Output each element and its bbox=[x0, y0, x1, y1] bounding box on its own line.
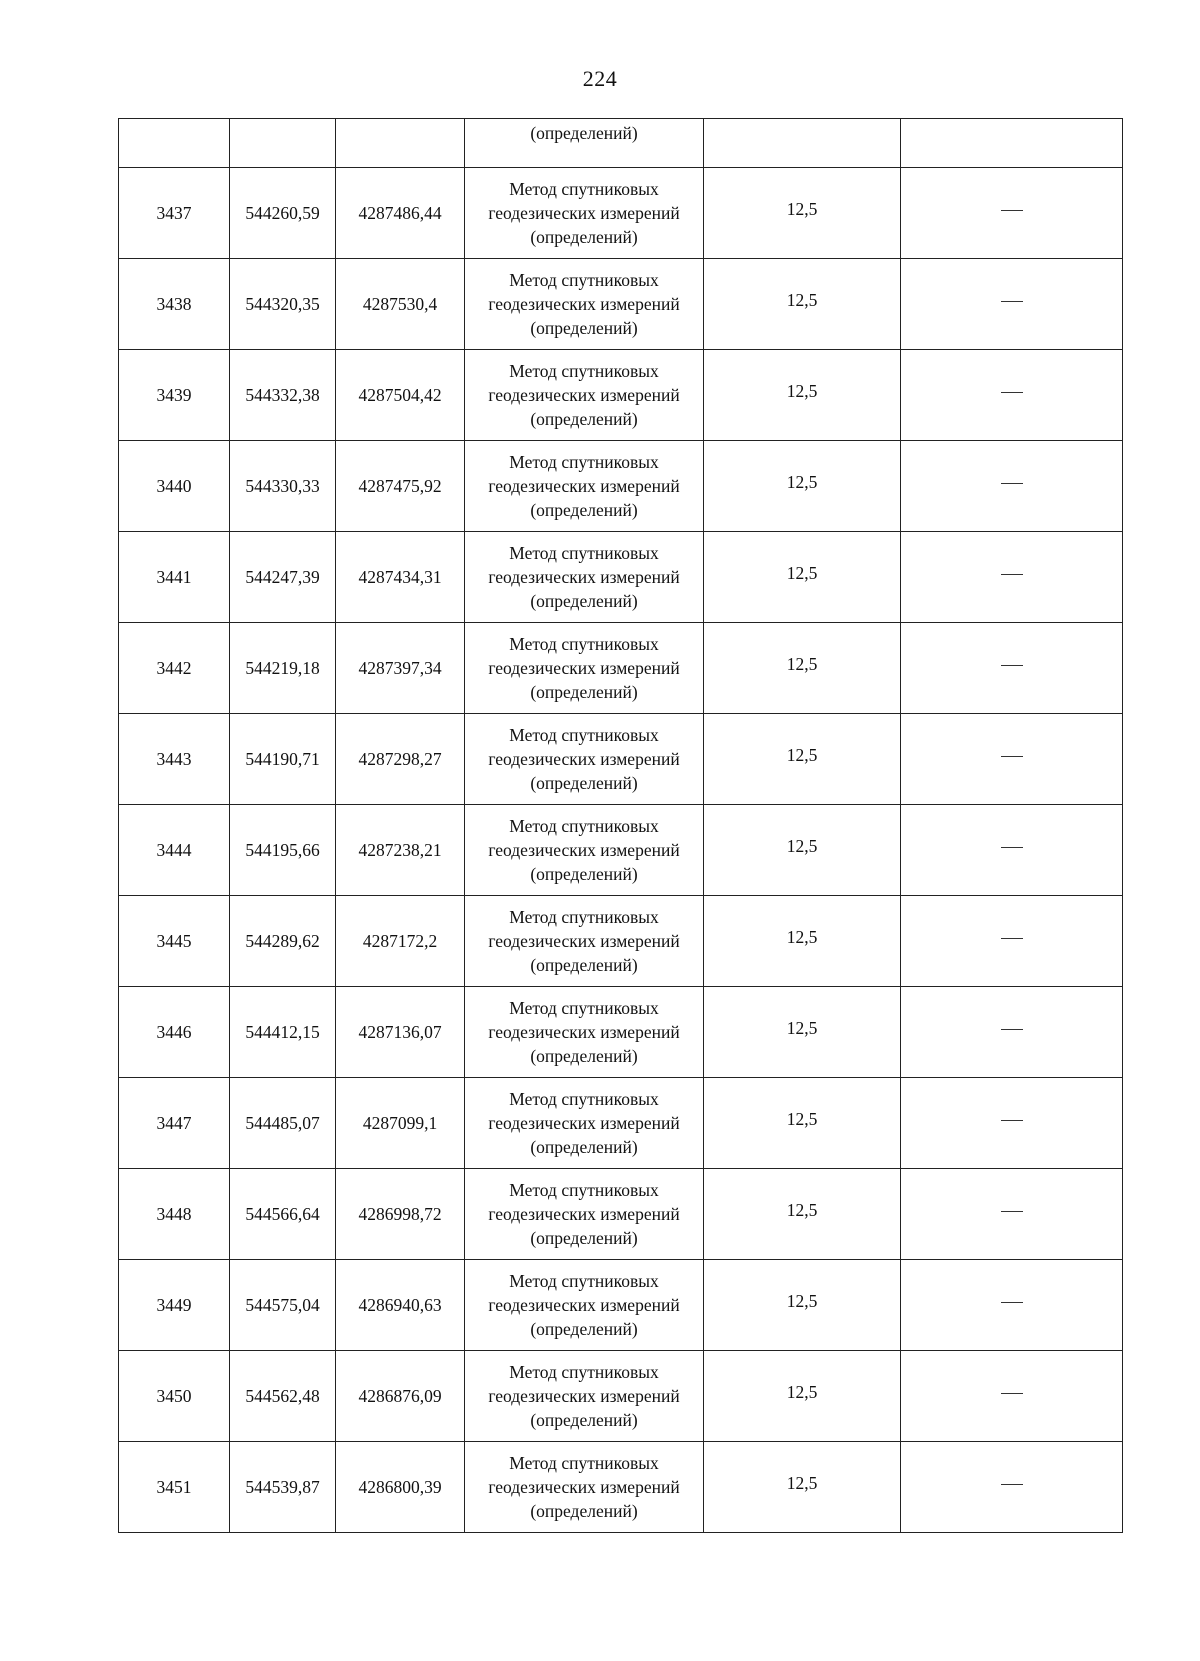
method-line: Метод спутниковых bbox=[509, 543, 659, 563]
cell-method bbox=[465, 350, 704, 441]
cell-x: 544330,33 bbox=[230, 441, 336, 532]
method-line: геодезических измерений bbox=[488, 1022, 680, 1042]
cell-description bbox=[901, 987, 1123, 1078]
cell-description bbox=[901, 1351, 1123, 1442]
method-line: (определений) bbox=[530, 682, 638, 702]
cell-description bbox=[901, 623, 1123, 714]
cell-accuracy bbox=[704, 805, 901, 896]
method-line: (определений) bbox=[530, 500, 638, 520]
method-line: геодезических измерений bbox=[488, 294, 680, 314]
cell-x: 544412,15 bbox=[230, 987, 336, 1078]
page-number: 224 bbox=[582, 66, 618, 91]
dash-mark bbox=[1001, 210, 1023, 211]
cell-num: 3448 bbox=[119, 1169, 230, 1260]
cell-accuracy bbox=[704, 896, 901, 987]
cell-description bbox=[901, 1260, 1123, 1351]
cell-x: 544320,35 bbox=[230, 259, 336, 350]
table-row bbox=[119, 1169, 1123, 1260]
continuation-row bbox=[119, 119, 1123, 168]
table-row bbox=[119, 623, 1123, 714]
method-line: (определений) bbox=[530, 227, 638, 247]
points-table bbox=[118, 118, 1123, 1533]
cell-accuracy bbox=[704, 259, 901, 350]
cell-accuracy bbox=[704, 441, 901, 532]
method-line: Метод спутниковых bbox=[509, 634, 659, 654]
cell-x: 544260,59 bbox=[230, 168, 336, 259]
method-line: Метод спутниковых bbox=[509, 1453, 659, 1473]
accuracy-value: 12,5 bbox=[786, 1018, 818, 1038]
table-row bbox=[119, 1078, 1123, 1169]
accuracy-value: 12,5 bbox=[786, 1473, 818, 1493]
cell-x bbox=[230, 119, 336, 168]
cell-description bbox=[901, 805, 1123, 896]
cell-num: 3438 bbox=[119, 259, 230, 350]
table-row bbox=[119, 1351, 1123, 1442]
cell-method: (определений) bbox=[465, 119, 704, 168]
cell-accuracy bbox=[704, 1442, 901, 1533]
cell-method bbox=[465, 1351, 704, 1442]
method-line: Метод спутниковых bbox=[509, 725, 659, 745]
table-row bbox=[119, 896, 1123, 987]
cell-y bbox=[336, 119, 465, 168]
dash-mark bbox=[1001, 756, 1023, 757]
table-row bbox=[119, 350, 1123, 441]
method-line: геодезических измерений bbox=[488, 1204, 680, 1224]
accuracy-value: 12,5 bbox=[786, 1109, 818, 1129]
cell-method bbox=[465, 168, 704, 259]
cell-description bbox=[901, 259, 1123, 350]
cell-y: 4287397,34 bbox=[336, 623, 465, 714]
cell-method bbox=[465, 441, 704, 532]
cell-accuracy bbox=[704, 714, 901, 805]
cell-y: 4286800,39 bbox=[336, 1442, 465, 1533]
cell-method bbox=[465, 714, 704, 805]
cell-description bbox=[901, 1169, 1123, 1260]
method-line: (определений) bbox=[530, 409, 638, 429]
table-row bbox=[119, 805, 1123, 896]
cell-num: 3447 bbox=[119, 1078, 230, 1169]
cell-accuracy bbox=[704, 987, 901, 1078]
table-row bbox=[119, 168, 1123, 259]
cell-description bbox=[901, 714, 1123, 805]
method-line: Метод спутниковых bbox=[509, 998, 659, 1018]
cell-description bbox=[901, 1442, 1123, 1533]
cell-description bbox=[901, 896, 1123, 987]
accuracy-value: 12,5 bbox=[786, 472, 818, 492]
dash-mark bbox=[1001, 483, 1023, 484]
cell-description bbox=[901, 532, 1123, 623]
cell-num: 3440 bbox=[119, 441, 230, 532]
table-row bbox=[119, 441, 1123, 532]
cell-num bbox=[119, 119, 230, 168]
cell-description bbox=[901, 441, 1123, 532]
method-line: геодезических измерений bbox=[488, 567, 680, 587]
cell-accuracy bbox=[704, 623, 901, 714]
method-line: (определений) bbox=[530, 864, 638, 884]
cell-accuracy bbox=[704, 350, 901, 441]
dash-mark bbox=[1001, 1484, 1023, 1485]
accuracy-value: 12,5 bbox=[786, 1382, 818, 1402]
dash-mark bbox=[1001, 574, 1023, 575]
method-line: Метод спутниковых bbox=[509, 179, 659, 199]
accuracy-value: 12,5 bbox=[786, 199, 818, 219]
cell-x: 544289,62 bbox=[230, 896, 336, 987]
cell-x: 544332,38 bbox=[230, 350, 336, 441]
cell-accuracy bbox=[704, 1351, 901, 1442]
cell-y: 4287530,4 bbox=[336, 259, 465, 350]
dash-mark bbox=[1001, 1029, 1023, 1030]
cell-y: 4287172,2 bbox=[336, 896, 465, 987]
cell-y: 4286940,63 bbox=[336, 1260, 465, 1351]
method-line: геодезических измерений bbox=[488, 931, 680, 951]
method-line: Метод спутниковых bbox=[509, 361, 659, 381]
cell-method bbox=[465, 259, 704, 350]
cell-accuracy bbox=[704, 119, 901, 168]
method-line: Метод спутниковых bbox=[509, 270, 659, 290]
method-line: (определений) bbox=[530, 1319, 638, 1339]
table-row bbox=[119, 987, 1123, 1078]
cell-accuracy bbox=[704, 1169, 901, 1260]
cell-y: 4287486,44 bbox=[336, 168, 465, 259]
method-line: (определений) bbox=[530, 591, 638, 611]
cell-num: 3446 bbox=[119, 987, 230, 1078]
cell-x: 544539,87 bbox=[230, 1442, 336, 1533]
cell-num: 3449 bbox=[119, 1260, 230, 1351]
cell-y: 4286876,09 bbox=[336, 1351, 465, 1442]
cell-x: 544195,66 bbox=[230, 805, 336, 896]
cell-method bbox=[465, 1442, 704, 1533]
dash-mark bbox=[1001, 1211, 1023, 1212]
method-line: (определений) bbox=[530, 773, 638, 793]
cell-method bbox=[465, 1169, 704, 1260]
cell-x: 544562,48 bbox=[230, 1351, 336, 1442]
accuracy-value: 12,5 bbox=[786, 1291, 818, 1311]
cell-accuracy bbox=[704, 532, 901, 623]
method-line: Метод спутниковых bbox=[509, 1271, 659, 1291]
cell-method bbox=[465, 987, 704, 1078]
cell-method bbox=[465, 623, 704, 714]
cell-num: 3443 bbox=[119, 714, 230, 805]
cell-y: 4287238,21 bbox=[336, 805, 465, 896]
method-line: геодезических измерений bbox=[488, 749, 680, 769]
cell-x: 544566,64 bbox=[230, 1169, 336, 1260]
dash-mark bbox=[1001, 392, 1023, 393]
method-line: (определений) bbox=[530, 1501, 638, 1521]
cell-method bbox=[465, 805, 704, 896]
method-line: геодезических измерений bbox=[488, 1113, 680, 1133]
cell-y: 4287099,1 bbox=[336, 1078, 465, 1169]
cell-y: 4286998,72 bbox=[336, 1169, 465, 1260]
cell-y: 4287475,92 bbox=[336, 441, 465, 532]
cell-y: 4287504,42 bbox=[336, 350, 465, 441]
dash-mark bbox=[1001, 301, 1023, 302]
cell-description bbox=[901, 350, 1123, 441]
method-line: геодезических измерений bbox=[488, 1386, 680, 1406]
cell-method bbox=[465, 896, 704, 987]
method-line: Метод спутниковых bbox=[509, 1180, 659, 1200]
cell-accuracy bbox=[704, 168, 901, 259]
points-table-body bbox=[119, 119, 1123, 1533]
cell-y: 4287434,31 bbox=[336, 532, 465, 623]
accuracy-value: 12,5 bbox=[786, 745, 818, 765]
method-line: Метод спутниковых bbox=[509, 816, 659, 836]
cell-num: 3445 bbox=[119, 896, 230, 987]
method-line: (определений) bbox=[530, 1410, 638, 1430]
method-line: геодезических измерений bbox=[488, 385, 680, 405]
method-line: геодезических измерений bbox=[488, 1477, 680, 1497]
accuracy-value: 12,5 bbox=[786, 927, 818, 947]
cell-x: 544190,71 bbox=[230, 714, 336, 805]
method-line: геодезических измерений bbox=[488, 476, 680, 496]
dash-mark bbox=[1001, 1120, 1023, 1121]
method-line: геодезических измерений bbox=[488, 840, 680, 860]
cell-num: 3450 bbox=[119, 1351, 230, 1442]
cell-y: 4287136,07 bbox=[336, 987, 465, 1078]
method-line: (определений) bbox=[530, 1228, 638, 1248]
table-row bbox=[119, 532, 1123, 623]
accuracy-value: 12,5 bbox=[786, 381, 818, 401]
accuracy-value: 12,5 bbox=[786, 563, 818, 583]
cell-num: 3442 bbox=[119, 623, 230, 714]
cell-accuracy bbox=[704, 1260, 901, 1351]
cell-x: 544247,39 bbox=[230, 532, 336, 623]
dash-mark bbox=[1001, 665, 1023, 666]
method-line: Метод спутниковых bbox=[509, 1362, 659, 1382]
method-line: (определений) bbox=[530, 955, 638, 975]
cell-num: 3437 bbox=[119, 168, 230, 259]
method-line: геодезических измерений bbox=[488, 1295, 680, 1315]
table-row bbox=[119, 714, 1123, 805]
cell-description bbox=[901, 1078, 1123, 1169]
table-row bbox=[119, 1260, 1123, 1351]
cell-x: 544219,18 bbox=[230, 623, 336, 714]
method-line: геодезических измерений bbox=[488, 203, 680, 223]
cell-y: 4287298,27 bbox=[336, 714, 465, 805]
cell-method bbox=[465, 1260, 704, 1351]
method-line: геодезических измерений bbox=[488, 658, 680, 678]
accuracy-value: 12,5 bbox=[786, 836, 818, 856]
cell-method bbox=[465, 1078, 704, 1169]
method-line: (определений) bbox=[530, 1046, 638, 1066]
cell-num: 3441 bbox=[119, 532, 230, 623]
cell-x: 544485,07 bbox=[230, 1078, 336, 1169]
dash-mark bbox=[1001, 938, 1023, 939]
table-row bbox=[119, 1442, 1123, 1533]
dash-mark bbox=[1001, 1393, 1023, 1394]
cell-num: 3451 bbox=[119, 1442, 230, 1533]
method-line: (определений) bbox=[530, 1137, 638, 1157]
cell-accuracy bbox=[704, 1078, 901, 1169]
cell-num: 3439 bbox=[119, 350, 230, 441]
accuracy-value: 12,5 bbox=[786, 654, 818, 674]
cell-num: 3444 bbox=[119, 805, 230, 896]
cell-description bbox=[901, 119, 1123, 168]
table-row bbox=[119, 259, 1123, 350]
cell-method bbox=[465, 532, 704, 623]
dash-mark bbox=[1001, 847, 1023, 848]
method-line: Метод спутниковых bbox=[509, 452, 659, 472]
method-line: (определений) bbox=[530, 318, 638, 338]
method-line: Метод спутниковых bbox=[509, 907, 659, 927]
accuracy-value: 12,5 bbox=[786, 290, 818, 310]
accuracy-value: 12,5 bbox=[786, 1200, 818, 1220]
method-line: Метод спутниковых bbox=[509, 1089, 659, 1109]
dash-mark bbox=[1001, 1302, 1023, 1303]
cell-description bbox=[901, 168, 1123, 259]
cell-x: 544575,04 bbox=[230, 1260, 336, 1351]
